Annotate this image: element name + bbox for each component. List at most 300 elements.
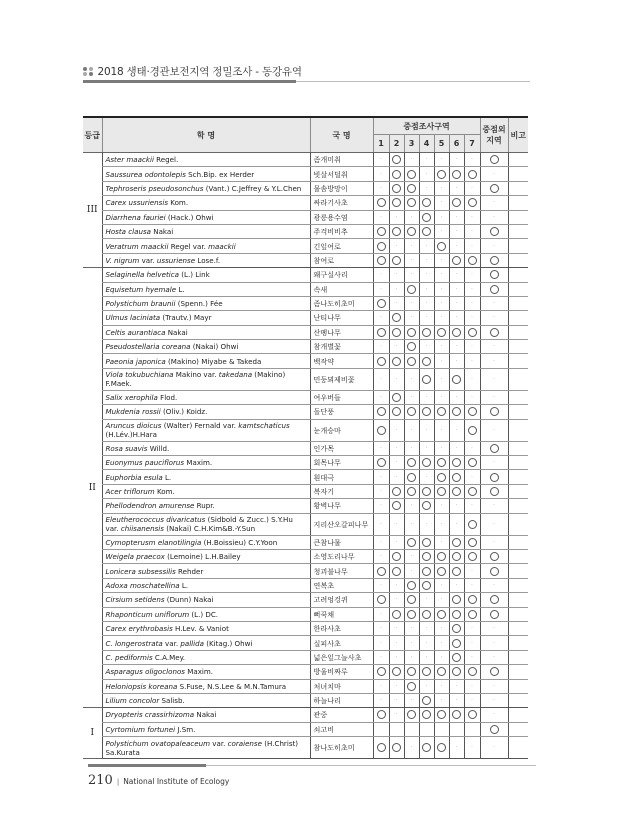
- note-cell: [508, 737, 528, 759]
- circle-icon: [490, 407, 499, 416]
- circle-icon: [452, 710, 461, 719]
- col-header-zone-4: 4: [419, 135, 434, 153]
- circle-icon: [407, 227, 416, 236]
- table-row: [83, 390, 528, 404]
- present-mark: [419, 564, 434, 578]
- present-mark: [449, 484, 464, 498]
- circle-icon: [437, 487, 446, 496]
- scientific-name-author: J.Sm.: [175, 724, 196, 734]
- present-mark: [449, 564, 464, 578]
- present-mark: [389, 181, 404, 195]
- circle-icon: [407, 357, 416, 366]
- absent-mark: ·: [389, 513, 404, 535]
- absent-mark: ·: [464, 340, 480, 354]
- present-mark: [434, 484, 449, 498]
- circle-icon: [377, 357, 386, 366]
- present-mark: [434, 325, 449, 339]
- circle-icon: [407, 342, 416, 351]
- present-mark: [404, 470, 419, 484]
- scientific-name-italic: Lilium concolor: [105, 696, 160, 706]
- circle-icon: [422, 487, 431, 496]
- absent-mark: ·: [434, 282, 449, 296]
- note-cell: [508, 499, 528, 513]
- note-cell: [508, 578, 528, 592]
- scientific-name-italic: Celtis aurantiaca: [105, 327, 166, 337]
- note-cell: [508, 535, 528, 549]
- present-mark: [373, 564, 389, 578]
- table-row: [83, 354, 528, 368]
- scientific-name-cell: [102, 607, 310, 621]
- circle-icon: [392, 227, 401, 236]
- circle-icon: [392, 313, 401, 322]
- present-mark: [449, 535, 464, 549]
- absent-mark: ·: [480, 499, 508, 513]
- circle-icon: [468, 407, 477, 416]
- absent-mark: ·: [373, 679, 389, 693]
- absent-mark: ·: [389, 693, 404, 707]
- circle-icon: [392, 567, 401, 576]
- korean-name-cell: 인가목: [310, 441, 373, 455]
- present-mark: [404, 282, 419, 296]
- table-row: [83, 253, 528, 267]
- scientific-name-author: L.: [162, 472, 172, 482]
- note-cell: [508, 470, 528, 484]
- present-mark: [373, 737, 389, 759]
- scientific-name-cell: [102, 153, 310, 167]
- scientific-name-italic: Carex erythrobasis: [105, 624, 173, 634]
- scientific-name-italic: Pseudostellaria coreana: [105, 342, 191, 352]
- circle-icon: [452, 328, 461, 337]
- scientific-name-author: Nakai: [165, 327, 188, 337]
- scientific-name-author: (Makino) Miyabe & Takeda: [165, 356, 262, 366]
- present-mark: [419, 224, 434, 238]
- absent-mark: ·: [449, 499, 464, 513]
- scientific-name-cell: [102, 325, 310, 339]
- absent-mark: ·: [434, 368, 449, 390]
- circle-icon: [407, 667, 416, 676]
- absent-mark: ·: [434, 636, 449, 650]
- absent-mark: ·: [480, 196, 508, 210]
- present-mark: [480, 325, 508, 339]
- absent-mark: ·: [389, 470, 404, 484]
- scientific-name-cell: [102, 621, 310, 635]
- note-cell: [508, 593, 528, 607]
- absent-mark: ·: [434, 224, 449, 238]
- absent-mark: ·: [389, 282, 404, 296]
- circle-icon: [407, 595, 416, 604]
- present-mark: [449, 456, 464, 470]
- absent-mark: ·: [419, 636, 434, 650]
- korean-name-cell: 실피사초: [310, 636, 373, 650]
- korean-name-cell: 주걱비비추: [310, 224, 373, 238]
- absent-mark: ·: [373, 153, 389, 167]
- note-cell: [508, 224, 528, 238]
- note-cell: [508, 340, 528, 354]
- scientific-name-italic: Hosta clausa: [105, 227, 152, 237]
- circle-icon: [437, 407, 446, 416]
- present-mark: [464, 419, 480, 441]
- scientific-name-italic: Heloniopsis koreana: [105, 681, 178, 691]
- absent-mark: ·: [480, 239, 508, 253]
- running-head-title: 2018 생태·경관보전지역 정밀조사 - 동강유역: [97, 66, 302, 78]
- circle-icon: [377, 407, 386, 416]
- page-footer: [88, 773, 229, 788]
- korean-name-cell: 참여로: [310, 253, 373, 267]
- col-header-korean-name: 국 명: [310, 117, 373, 153]
- table-row: [83, 167, 528, 181]
- absent-mark: ·: [480, 636, 508, 650]
- absent-mark: ·: [480, 650, 508, 664]
- absent-mark: ·: [449, 340, 464, 354]
- note-cell: [508, 722, 528, 736]
- absent-mark: ·: [419, 513, 434, 535]
- scientific-name-author: (H.Lév.)H.Hara: [105, 430, 158, 440]
- circle-icon: [377, 242, 386, 251]
- circle-icon: [452, 256, 461, 265]
- absent-mark: ·: [434, 499, 449, 513]
- note-cell: [508, 621, 528, 635]
- empty-mark: [404, 722, 419, 736]
- scientific-name-author: Maxim.: [184, 667, 214, 677]
- col-header-zone-2: 2: [389, 135, 404, 153]
- col-header-zone-6: 6: [449, 135, 464, 153]
- present-mark: [464, 167, 480, 181]
- note-cell: [508, 210, 528, 224]
- absent-mark: ·: [373, 693, 389, 707]
- absent-mark: ·: [373, 268, 389, 282]
- circle-icon: [452, 538, 461, 547]
- circle-icon: [437, 552, 446, 561]
- present-mark: [404, 224, 419, 238]
- korean-name-cell: 뻐꾹채: [310, 607, 373, 621]
- absent-mark: ·: [373, 368, 389, 390]
- circle-icon: [377, 198, 386, 207]
- absent-mark: ·: [373, 513, 389, 535]
- circle-icon: [452, 487, 461, 496]
- scientific-name-italic: Paeonia japonica: [105, 356, 166, 366]
- korean-name-cell: 관중: [310, 708, 373, 722]
- absent-mark: ·: [434, 650, 449, 664]
- table-row: [83, 268, 528, 282]
- circle-icon: [407, 682, 416, 691]
- outside-line2: 지역: [486, 136, 502, 145]
- present-mark: [419, 665, 434, 679]
- absent-mark: ·: [373, 549, 389, 563]
- scientific-name-cell: [102, 340, 310, 354]
- circle-icon: [422, 667, 431, 676]
- present-mark: [404, 340, 419, 354]
- scientific-name-author: Kom.: [168, 198, 189, 208]
- present-mark: [404, 708, 419, 722]
- col-header-zone-3: 3: [404, 135, 419, 153]
- absent-mark: ·: [373, 210, 389, 224]
- scientific-name-italic: Weigela praecox: [105, 552, 165, 562]
- circle-icon: [422, 357, 431, 366]
- present-mark: [389, 665, 404, 679]
- table-row: [83, 153, 528, 167]
- scientific-name-author: S.Fuse, N.S.Lee & M.N.Tamura: [177, 681, 287, 691]
- scientific-name-author: (Makino) F.Maek.: [105, 370, 286, 389]
- scientific-name-italic: Tephroseris pseudosonchus: [105, 183, 204, 193]
- circle-icon: [377, 743, 386, 752]
- absent-mark: ·: [389, 593, 404, 607]
- absent-mark: ·: [389, 340, 404, 354]
- absent-mark: ·: [464, 181, 480, 195]
- present-mark: [389, 224, 404, 238]
- scientific-name-italic: C. longerostrata: [105, 638, 163, 648]
- scientific-name-cell: [102, 636, 310, 650]
- circle-icon: [392, 407, 401, 416]
- present-mark: [449, 708, 464, 722]
- note-cell: [508, 419, 528, 441]
- table-row: [83, 737, 528, 759]
- absent-mark: ·: [404, 268, 419, 282]
- absent-mark: ·: [404, 549, 419, 563]
- circle-icon: [392, 393, 401, 402]
- footer-separator: |: [116, 778, 120, 786]
- present-mark: [404, 593, 419, 607]
- present-mark: [449, 549, 464, 563]
- present-mark: [464, 405, 480, 419]
- absent-mark: ·: [404, 239, 419, 253]
- scientific-name-italic: maackii: [208, 241, 236, 251]
- page-number: 210: [88, 773, 113, 788]
- table-row: [83, 484, 528, 498]
- scientific-name-author: (Sidbold & Zucc.) S.Y.Hu var.: [105, 515, 293, 534]
- present-mark: [389, 354, 404, 368]
- scientific-name-italic: coraiense: [227, 738, 262, 748]
- circle-icon: [377, 710, 386, 719]
- absent-mark: ·: [419, 340, 434, 354]
- korean-name-cell: 참개별꽃: [310, 340, 373, 354]
- scientific-name-cell: [102, 268, 310, 282]
- scientific-name-italic: takedana: [218, 370, 253, 380]
- korean-name-cell: 복자기: [310, 484, 373, 498]
- absent-mark: ·: [434, 210, 449, 224]
- present-mark: [464, 196, 480, 210]
- circle-icon: [392, 155, 401, 164]
- circle-icon: [377, 595, 386, 604]
- circle-icon: [377, 567, 386, 576]
- col-header-outside: [480, 117, 508, 153]
- institution-name: National Institute of Ecology: [123, 777, 230, 786]
- present-mark: [434, 456, 449, 470]
- absent-mark: ·: [404, 499, 419, 513]
- present-mark: [389, 167, 404, 181]
- scientific-name-cell: [102, 239, 310, 253]
- present-mark: [389, 325, 404, 339]
- absent-mark: ·: [449, 181, 464, 195]
- present-mark: [449, 470, 464, 484]
- table-row: [83, 210, 528, 224]
- present-mark: [419, 737, 434, 759]
- note-cell: [508, 390, 528, 404]
- circle-icon: [437, 667, 446, 676]
- circle-icon: [452, 624, 461, 633]
- present-mark: [389, 484, 404, 498]
- korean-name-cell: 좀나도히초미: [310, 296, 373, 310]
- absent-mark: ·: [464, 390, 480, 404]
- table-row: [83, 549, 528, 563]
- absent-mark: ·: [434, 340, 449, 354]
- absent-mark: ·: [389, 441, 404, 455]
- present-mark: [434, 470, 449, 484]
- scientific-name-author: var.: [210, 738, 228, 748]
- present-mark: [480, 665, 508, 679]
- circle-icon: [407, 328, 416, 337]
- present-mark: [404, 665, 419, 679]
- scientific-name-author: var.: [139, 255, 157, 265]
- absent-mark: ·: [404, 296, 419, 310]
- empty-mark: [389, 722, 404, 736]
- absent-mark: ·: [464, 693, 480, 707]
- korean-name-cell: 백작약: [310, 354, 373, 368]
- circle-icon: [490, 595, 499, 604]
- absent-mark: ·: [389, 578, 404, 592]
- table-row: [83, 693, 528, 707]
- col-header-zone-7: 7: [464, 135, 480, 153]
- absent-mark: ·: [373, 282, 389, 296]
- present-mark: [389, 499, 404, 513]
- present-mark: [464, 456, 480, 470]
- circle-icon: [377, 667, 386, 676]
- present-mark: [464, 708, 480, 722]
- korean-name-cell: 흰대극: [310, 470, 373, 484]
- circle-icon: [407, 581, 416, 590]
- absent-mark: ·: [419, 419, 434, 441]
- present-mark: [464, 484, 480, 498]
- circle-icon: [468, 458, 477, 467]
- note-cell: [508, 405, 528, 419]
- present-mark: [404, 325, 419, 339]
- korean-name-cell: 회목나무: [310, 456, 373, 470]
- scientific-name-italic: Salix xerophila: [105, 393, 158, 403]
- table-row: [83, 665, 528, 679]
- table-row: [83, 578, 528, 592]
- present-mark: [404, 354, 419, 368]
- absent-mark: ·: [434, 196, 449, 210]
- circle-icon: [437, 610, 446, 619]
- absent-mark: ·: [480, 693, 508, 707]
- note-cell: [508, 607, 528, 621]
- absent-mark: ·: [464, 224, 480, 238]
- present-mark: [480, 153, 508, 167]
- running-head: [83, 64, 302, 79]
- circle-icon: [437, 458, 446, 467]
- col-header-scientific-name: 학 명: [102, 117, 310, 153]
- absent-mark: ·: [434, 593, 449, 607]
- circle-icon: [490, 725, 499, 734]
- table-row: [83, 224, 528, 238]
- present-mark: [480, 224, 508, 238]
- absent-mark: ·: [419, 253, 434, 267]
- bullet-dots-icon: [83, 67, 93, 77]
- scientific-name-author: (Nakai) Ohwi: [190, 342, 239, 352]
- circle-icon: [407, 285, 416, 294]
- present-mark: [404, 679, 419, 693]
- scientific-name-author: (Hack.) Ohwi: [165, 212, 214, 222]
- absent-mark: ·: [434, 311, 449, 325]
- absent-mark: ·: [373, 607, 389, 621]
- scientific-name-author: L.: [179, 580, 189, 590]
- scientific-name-author: Sch.Bip. ex Herder: [185, 169, 255, 179]
- present-mark: [419, 549, 434, 563]
- table-row: [83, 325, 528, 339]
- table-row: [83, 296, 528, 310]
- table-row: [83, 470, 528, 484]
- header-rule-thick: [83, 80, 296, 83]
- absent-mark: ·: [449, 390, 464, 404]
- scientific-name-author: var.: [162, 638, 181, 648]
- present-mark: [373, 354, 389, 368]
- absent-mark: ·: [373, 636, 389, 650]
- absent-mark: ·: [449, 282, 464, 296]
- present-mark: [449, 405, 464, 419]
- table-row: [83, 456, 528, 470]
- empty-mark: [373, 722, 389, 736]
- circle-icon: [422, 198, 431, 207]
- circle-icon: [392, 487, 401, 496]
- circle-icon: [407, 170, 416, 179]
- scientific-name-cell: [102, 282, 310, 296]
- absent-mark: ·: [464, 679, 480, 693]
- present-mark: [434, 167, 449, 181]
- table-row: [83, 708, 528, 722]
- present-mark: [434, 405, 449, 419]
- circle-icon: [468, 610, 477, 619]
- scientific-name-italic: Phellodendron amurense: [105, 501, 195, 511]
- scientific-name-cell: [102, 210, 310, 224]
- circle-icon: [407, 538, 416, 547]
- present-mark: [373, 456, 389, 470]
- col-header-note: 비고: [508, 117, 528, 153]
- korean-name-cell: 방울비짜루: [310, 665, 373, 679]
- circle-icon: [452, 667, 461, 676]
- note-cell: [508, 181, 528, 195]
- circle-icon: [490, 328, 499, 337]
- table-row: [83, 239, 528, 253]
- circle-icon: [392, 552, 401, 561]
- korean-name-cell: 좀개미취: [310, 153, 373, 167]
- scientific-name-author: Regel var.: [168, 241, 209, 251]
- absent-mark: ·: [434, 578, 449, 592]
- scientific-name-italic: Cymopterusm elanotilingia: [105, 537, 202, 547]
- present-mark: [419, 354, 434, 368]
- scientific-name-cell: [102, 405, 310, 419]
- circle-icon: [490, 270, 499, 279]
- scientific-name-cell: [102, 354, 310, 368]
- circle-icon: [437, 242, 446, 251]
- absent-mark: ·: [419, 268, 434, 282]
- col-header-survey-zone: 중점조사구역: [373, 117, 480, 135]
- circle-icon: [452, 653, 461, 662]
- circle-icon: [422, 375, 431, 384]
- present-mark: [373, 419, 389, 441]
- scientific-name-italic: Saussurea odontolepis: [105, 169, 186, 179]
- circle-icon: [377, 299, 386, 308]
- circle-icon: [452, 473, 461, 482]
- present-mark: [389, 196, 404, 210]
- present-mark: [373, 253, 389, 267]
- absent-mark: ·: [464, 441, 480, 455]
- present-mark: [480, 253, 508, 267]
- korean-name-cell: 넓은잎그늘사초: [310, 650, 373, 664]
- present-mark: [419, 578, 434, 592]
- korean-name-cell: 왜구실사리: [310, 268, 373, 282]
- absent-mark: ·: [464, 153, 480, 167]
- absent-mark: ·: [419, 181, 434, 195]
- scientific-name-author: Nakai: [194, 710, 217, 720]
